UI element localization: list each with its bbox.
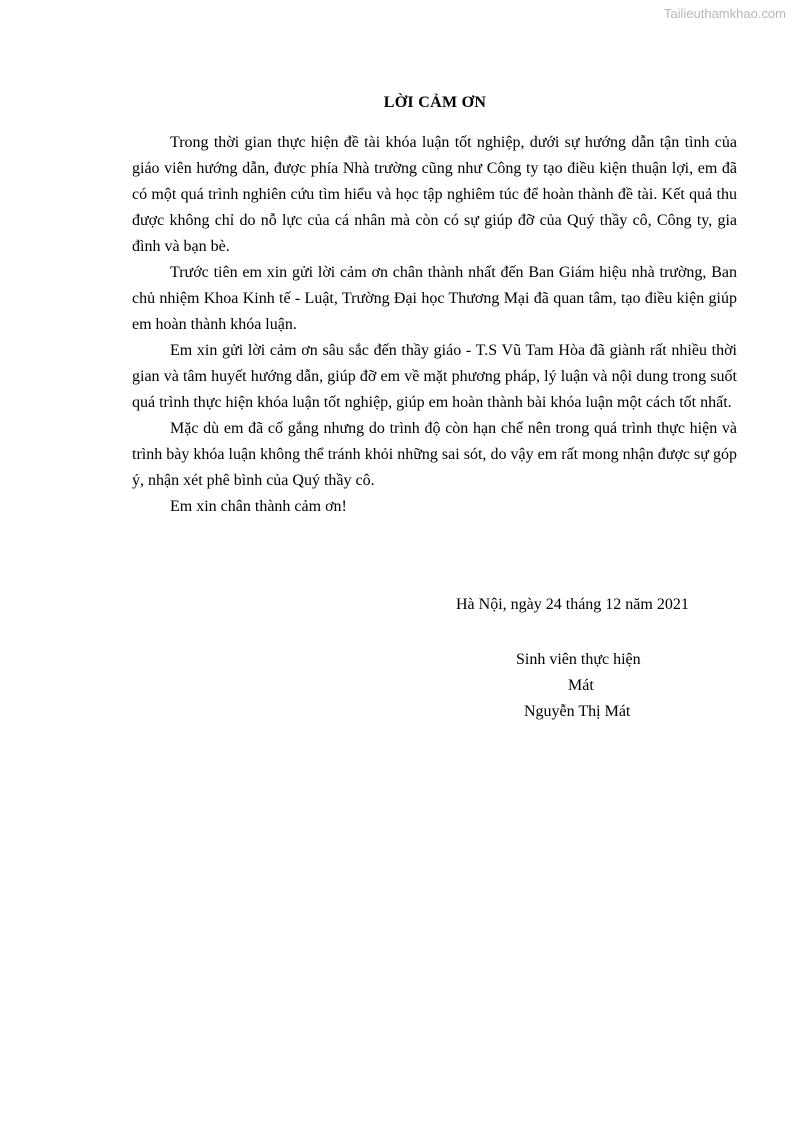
paragraph: Em xin chân thành cảm ơn! — [170, 498, 347, 515]
signature-role: Sinh viên thực hiện — [516, 651, 641, 668]
signature-mark: Mát — [568, 677, 594, 694]
watermark: Tailieuthamkhao.com — [663, 6, 786, 21]
paragraph: Trong thời gian thực hiện đề tài khóa luận tốt nghiệp, dưới sự hướng dẫn tận tình của giáo viên hướng dẫn, được phía Nhà trường cũng như Công ty tạo điều kiện thuận lợi, em đã có một quá trình nghiên cứu tìm hiểu và học tập nghiêm túc để hoàn thành đề tài. Kết quả thu được không chỉ do nỗ lực của cá nhân mà còn có sự giúp đỡ của Quý thầy cô, Công ty, gia đình và bạn bè. — [132, 134, 737, 255]
page-title: LỜI CẢM ƠN — [383, 94, 487, 111]
paragraph: Mặc dù em đã cố gắng nhưng do trình độ còn hạn chế nên trong quá trình thực hiện và trình bày khóa luận không thể tránh khỏi những sai sót, do vậy em rất mong nhận được sự góp ý, nhận xét phê bình của Quý thầy cô. — [132, 420, 737, 489]
paragraph: Trước tiên em xin gửi lời cảm ơn chân thành nhất đến Ban Giám hiệu nhà trường, Ban chủ nhiệm Khoa Kinh tế - Luật, Trường Đại học Thương Mại đã quan tâm, tạo điều kiện giúp em hoàn thành khóa luận. — [132, 264, 737, 333]
date-line: Hà Nội, ngày 24 tháng 12 năm 2021 — [456, 596, 689, 613]
letter-body — [132, 130, 737, 520]
paragraph: Em xin gửi lời cảm ơn sâu sắc đến thầy giáo - T.S Vũ Tam Hòa đã giành rất nhiều thời gian và tâm huyết hướng dẫn, giúp đỡ em về mặt phương pháp, lý luận và nội dung trong suốt quá trình thực hiện khóa luận tốt nghiệp, giúp em hoàn thành bài khóa luận một cách tốt nhất. — [132, 342, 737, 411]
signature-name: Nguyễn Thị Mát — [524, 703, 631, 720]
